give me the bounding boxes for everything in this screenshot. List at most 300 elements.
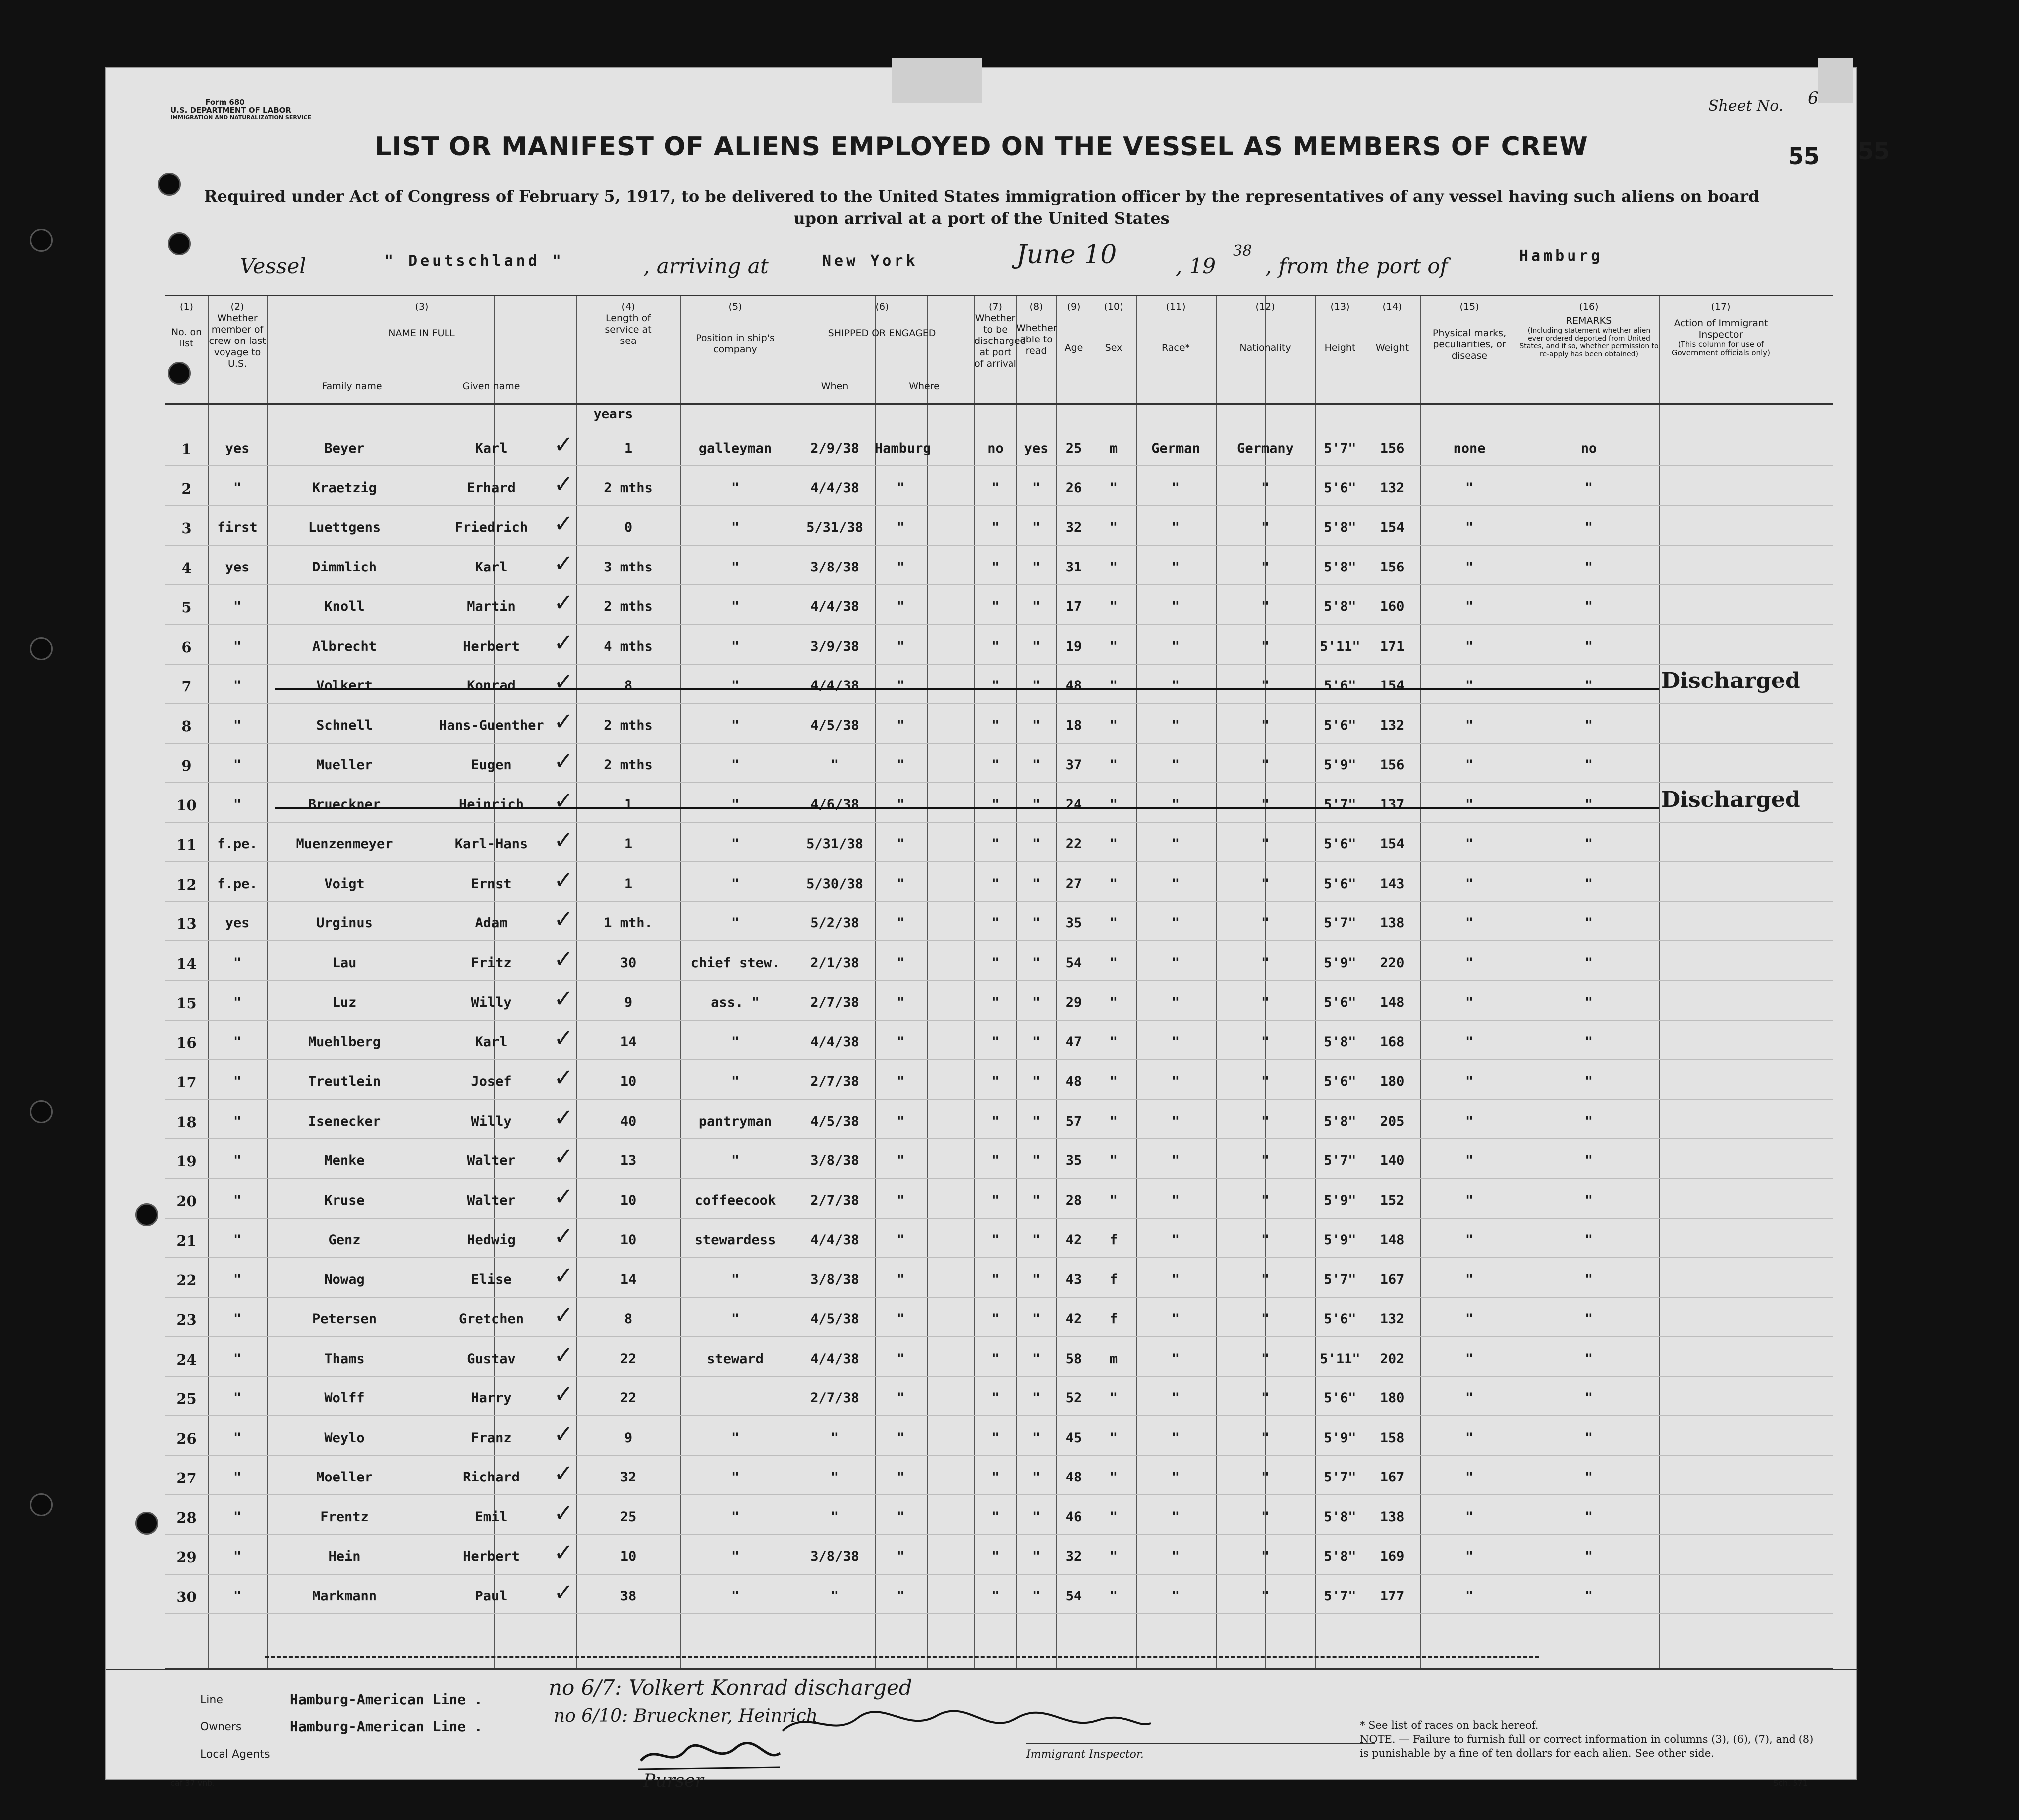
sex-cell: f xyxy=(1109,1232,1118,1248)
col-14-header: (14) Weight xyxy=(1375,301,1409,353)
height-cell: 5'7" xyxy=(1324,1470,1356,1485)
sex-cell: " xyxy=(1109,1074,1118,1089)
last-voyage-cell: f.pe. xyxy=(217,876,258,892)
family-name-cell: Genz xyxy=(328,1232,361,1248)
able-to-read-cell: " xyxy=(1032,1390,1041,1406)
engaged-when-cell: 5/31/38 xyxy=(806,520,863,535)
engaged-where-cell: Hamburg xyxy=(875,441,931,456)
position-cell: " xyxy=(731,1311,740,1327)
table-row xyxy=(165,624,1833,665)
purser-label: Purser xyxy=(643,1771,704,1791)
service-length-cell: 2 mths xyxy=(604,480,653,496)
remarks-cell: " xyxy=(1584,678,1593,693)
signature-scribble xyxy=(778,1704,1156,1743)
physical-marks-cell: " xyxy=(1465,1271,1474,1287)
punch-hole xyxy=(135,1512,158,1535)
given-name-cell: Karl xyxy=(475,1034,508,1050)
given-name-cell: Walter xyxy=(467,1192,516,1208)
last-voyage-cell: " xyxy=(233,1351,242,1366)
engaged-when-cell: 3/8/38 xyxy=(810,1153,859,1168)
col-15-header: (15) Physical marks, peculiarities, or disease xyxy=(1432,301,1507,361)
height-cell: 5'6" xyxy=(1324,1390,1356,1406)
nationality-cell: " xyxy=(1261,915,1270,931)
col-5-header: (5) Position in ship's company xyxy=(696,301,775,355)
service-length-cell: 8 xyxy=(624,678,633,693)
department: U.S. DEPARTMENT OF LABOR xyxy=(170,106,291,114)
last-voyage-cell: first xyxy=(217,520,258,535)
row-number: 21 xyxy=(176,1232,197,1249)
given-name-cell: Hedwig xyxy=(467,1232,516,1248)
sex-cell: " xyxy=(1109,955,1118,971)
nationality-cell: " xyxy=(1261,796,1270,812)
age-cell: 54 xyxy=(1065,955,1082,971)
service-length-cell: 3 mths xyxy=(604,559,653,575)
engaged-where-cell: " xyxy=(897,915,905,931)
physical-marks-cell: " xyxy=(1465,1549,1474,1564)
checkmark-icon: ✓ xyxy=(554,1380,574,1408)
age-cell: 28 xyxy=(1065,1192,1082,1208)
weight-cell: 205 xyxy=(1380,1113,1405,1129)
checkmark-icon: ✓ xyxy=(554,1460,574,1487)
family-name-cell: Voigt xyxy=(324,876,365,892)
checkmark-icon: ✓ xyxy=(554,549,574,577)
race-cell: " xyxy=(1171,1351,1180,1366)
race-cell: " xyxy=(1171,1232,1180,1248)
height-cell: 5'9" xyxy=(1324,1430,1356,1446)
family-name-cell: Urginus xyxy=(316,915,373,931)
service-length-cell: 4 mths xyxy=(604,638,653,654)
checkmark-icon: ✓ xyxy=(554,1539,574,1567)
sex-cell: " xyxy=(1109,1470,1118,1485)
race-cell: " xyxy=(1171,915,1180,931)
row-number: 15 xyxy=(176,995,197,1012)
family-name-cell: Albrecht xyxy=(312,638,377,654)
remarks-cell: " xyxy=(1584,1351,1593,1366)
checkmark-icon: ✓ xyxy=(554,510,574,538)
physical-marks-cell: " xyxy=(1465,1390,1474,1406)
height-cell: 5'6" xyxy=(1324,480,1356,496)
remarks-cell: " xyxy=(1584,1113,1593,1129)
position-cell: " xyxy=(731,1509,740,1525)
service-length-cell: 14 xyxy=(620,1034,637,1050)
race-cell: " xyxy=(1171,1153,1180,1168)
row-number: 24 xyxy=(176,1351,197,1368)
checkmark-icon: ✓ xyxy=(554,945,574,973)
weight-cell: 180 xyxy=(1380,1074,1405,1089)
able-to-read-cell: " xyxy=(1032,1232,1041,1248)
checkmark-icon: ✓ xyxy=(554,1499,574,1527)
service-length-cell: 25 xyxy=(620,1509,637,1525)
service-length-cell: 0 xyxy=(624,520,633,535)
height-cell: 5'8" xyxy=(1324,1113,1356,1129)
last-voyage-cell: yes xyxy=(225,441,250,456)
engaged-when-cell: 4/5/38 xyxy=(810,717,859,733)
able-to-read-cell: " xyxy=(1032,1430,1041,1446)
table-row xyxy=(165,901,1833,941)
height-cell: 5'6" xyxy=(1324,836,1356,852)
weight-cell: 156 xyxy=(1380,559,1405,575)
remarks-cell: " xyxy=(1584,1430,1593,1446)
weight-cell: 154 xyxy=(1380,678,1405,693)
height-cell: 5'6" xyxy=(1324,717,1356,733)
able-to-read-cell: " xyxy=(1032,638,1041,654)
discharged-cell: " xyxy=(991,599,1000,614)
nationality-cell: " xyxy=(1261,559,1270,575)
checkmark-icon: ✓ xyxy=(554,787,574,815)
table-row xyxy=(165,1020,1833,1060)
checkmark-icon: ✓ xyxy=(554,1024,574,1052)
able-to-read-cell: " xyxy=(1032,1113,1041,1129)
line-label: Line xyxy=(200,1694,223,1706)
given-name-cell: Elise xyxy=(471,1271,512,1287)
age-cell: 22 xyxy=(1065,836,1082,852)
sex-cell: " xyxy=(1109,1153,1118,1168)
family-name-cell: Frentz xyxy=(320,1509,369,1525)
checkmark-icon: ✓ xyxy=(554,1261,574,1290)
age-cell: 46 xyxy=(1065,1509,1082,1525)
page-title: LIST OR MANIFEST OF ALIENS EMPLOYED ON THE VESSEL AS MEMBERS OF CREW xyxy=(375,132,1588,162)
given-name-cell: Hans-Guenther xyxy=(439,717,544,733)
family-name-cell: Luettgens xyxy=(308,520,381,535)
race-cell: " xyxy=(1171,1074,1180,1089)
discharged-cell: " xyxy=(991,638,1000,654)
when-header: When xyxy=(821,381,849,392)
able-to-read-cell: " xyxy=(1032,1470,1041,1485)
remarks-cell: " xyxy=(1584,1232,1593,1248)
given-name-cell: Karl xyxy=(475,441,508,456)
engaged-where-cell: " xyxy=(897,1390,905,1406)
height-cell: 5'9" xyxy=(1324,1232,1356,1248)
physical-marks-cell: " xyxy=(1465,480,1474,496)
race-cell: " xyxy=(1171,599,1180,614)
age-cell: 29 xyxy=(1065,995,1082,1010)
row-number: 1 xyxy=(181,441,192,457)
service-length-cell: 1 xyxy=(624,876,633,892)
last-voyage-cell: " xyxy=(233,995,242,1010)
position-cell: " xyxy=(731,559,740,575)
position-cell: " xyxy=(731,599,740,614)
remarks-cell: " xyxy=(1584,757,1593,773)
engaged-when-cell: 3/8/38 xyxy=(810,1271,859,1287)
position-cell: " xyxy=(731,876,740,892)
remarks-cell: " xyxy=(1584,1509,1593,1525)
able-to-read-cell: yes xyxy=(1024,441,1049,456)
age-cell: 31 xyxy=(1065,559,1082,575)
race-cell: " xyxy=(1171,1509,1180,1525)
vessel-label: Vessel xyxy=(240,254,306,278)
table-row xyxy=(165,1059,1833,1100)
able-to-read-cell: " xyxy=(1032,1509,1041,1525)
sex-cell: " xyxy=(1109,1390,1118,1406)
engaged-when-cell: " xyxy=(830,757,839,773)
row-number: 22 xyxy=(176,1271,197,1289)
age-cell: 32 xyxy=(1065,520,1082,535)
form-number: Form 680 xyxy=(205,98,245,107)
discharged-cell: " xyxy=(991,915,1000,931)
year-suffix: 38 xyxy=(1233,242,1252,260)
nationality-cell: " xyxy=(1261,638,1270,654)
physical-marks-cell: " xyxy=(1465,638,1474,654)
table-row xyxy=(165,1375,1833,1416)
age-cell: 24 xyxy=(1065,796,1082,812)
engaged-where-cell: " xyxy=(897,1311,905,1327)
position-cell: " xyxy=(731,757,740,773)
age-cell: 27 xyxy=(1065,876,1082,892)
able-to-read-cell: " xyxy=(1032,1549,1041,1564)
physical-marks-cell: " xyxy=(1465,757,1474,773)
able-to-read-cell: " xyxy=(1032,717,1041,733)
table-row xyxy=(165,1574,1833,1614)
height-cell: 5'9" xyxy=(1324,757,1356,773)
service-length-cell: 10 xyxy=(620,1549,637,1564)
service-length-cell: 13 xyxy=(620,1153,637,1168)
race-cell: " xyxy=(1171,796,1180,812)
discharged-cell: " xyxy=(991,796,1000,812)
col-12-header: (12) Nationality xyxy=(1239,301,1291,353)
row-number: 14 xyxy=(176,955,197,972)
checkmark-icon: ✓ xyxy=(554,1103,574,1132)
checkmark-icon: ✓ xyxy=(554,1143,574,1171)
height-cell: 5'11" xyxy=(1320,638,1360,654)
remarks-cell: " xyxy=(1584,995,1593,1010)
physical-marks-cell: " xyxy=(1465,717,1474,733)
physical-marks-cell: " xyxy=(1465,915,1474,931)
race-cell: " xyxy=(1171,757,1180,773)
table-row xyxy=(165,1217,1833,1258)
remarks-cell: " xyxy=(1584,1311,1593,1327)
able-to-read-cell: " xyxy=(1032,1271,1041,1287)
line-value: Hamburg-American Line . xyxy=(290,1691,483,1707)
physical-marks-cell: " xyxy=(1465,955,1474,971)
checkmark-icon: ✓ xyxy=(554,1420,574,1448)
sex-cell: " xyxy=(1109,836,1118,852)
engaged-when-cell: " xyxy=(830,1470,839,1485)
sex-cell: " xyxy=(1109,796,1118,812)
arrival-date: June 10 xyxy=(1016,240,1117,270)
last-voyage-cell: " xyxy=(233,1232,242,1248)
engaged-when-cell: " xyxy=(830,1588,839,1604)
from-port: Hamburg xyxy=(1519,247,1603,265)
family-name-cell: Muehlberg xyxy=(308,1034,381,1050)
sex-cell: " xyxy=(1109,1588,1118,1604)
service-length-cell: 9 xyxy=(624,1430,633,1446)
checkmark-icon: ✓ xyxy=(554,1222,574,1250)
checkmark-icon: ✓ xyxy=(554,589,574,617)
engaged-when-cell: 2/7/38 xyxy=(810,1390,859,1406)
end-of-list-line xyxy=(265,1656,1539,1658)
physical-marks-cell: " xyxy=(1465,876,1474,892)
checkmark-icon: ✓ xyxy=(554,1301,574,1329)
sex-cell: " xyxy=(1109,1549,1118,1564)
remarks-cell: " xyxy=(1584,1074,1593,1089)
nationality-cell: " xyxy=(1261,1588,1270,1604)
family-name-cell: Thams xyxy=(324,1351,365,1366)
height-cell: 5'8" xyxy=(1324,599,1356,614)
age-cell: 37 xyxy=(1065,757,1082,773)
row-number: 2 xyxy=(181,480,192,497)
weight-cell: 152 xyxy=(1380,1192,1405,1208)
remarks-cell: " xyxy=(1584,520,1593,535)
last-voyage-cell: " xyxy=(233,1074,242,1089)
height-cell: 5'6" xyxy=(1324,995,1356,1010)
physical-marks-cell: " xyxy=(1465,520,1474,535)
engaged-where-cell: " xyxy=(897,717,905,733)
family-name-cell: Hein xyxy=(328,1549,361,1564)
remarks-cell: " xyxy=(1584,1271,1593,1287)
able-to-read-cell: " xyxy=(1032,1034,1041,1050)
punch-hole xyxy=(158,173,181,196)
able-to-read-cell: " xyxy=(1032,678,1041,693)
given-name-cell: Ernst xyxy=(471,876,512,892)
discharged-cell: " xyxy=(991,717,1000,733)
checkmark-icon: ✓ xyxy=(554,470,574,498)
discharged-cell: " xyxy=(991,1588,1000,1604)
able-to-read-cell: " xyxy=(1032,559,1041,575)
engaged-when-cell: 2/7/38 xyxy=(810,995,859,1010)
family-name-cell: Weylo xyxy=(324,1430,365,1446)
height-cell: 5'9" xyxy=(1324,955,1356,971)
remarks-cell: " xyxy=(1584,876,1593,892)
sex-cell: " xyxy=(1109,915,1118,931)
nationality-cell: " xyxy=(1261,1232,1270,1248)
physical-marks-cell: " xyxy=(1465,1034,1474,1050)
table-row xyxy=(165,940,1833,981)
sex-cell: " xyxy=(1109,1509,1118,1525)
age-cell: 43 xyxy=(1065,1271,1082,1287)
weight-cell: 132 xyxy=(1380,717,1405,733)
discharged-cell: " xyxy=(991,1192,1000,1208)
family-name-cell: Wolff xyxy=(324,1390,365,1406)
engaged-where-cell: " xyxy=(897,559,905,575)
table-row xyxy=(165,505,1833,546)
manifest-page xyxy=(105,67,1890,1791)
nationality-cell: " xyxy=(1261,1153,1270,1168)
checkmark-icon: ✓ xyxy=(554,906,574,933)
position-cell: " xyxy=(731,796,740,812)
checkmark-icon: ✓ xyxy=(554,1341,574,1369)
able-to-read-cell: " xyxy=(1032,1311,1041,1327)
age-cell: 35 xyxy=(1065,1153,1082,1168)
race-cell: German xyxy=(1151,441,1200,456)
service-length-cell: 9 xyxy=(624,995,633,1010)
discharged-cell: " xyxy=(991,1153,1000,1168)
engaged-when-cell: 4/4/38 xyxy=(810,1034,859,1050)
checkmark-icon: ✓ xyxy=(554,985,574,1013)
height-cell: 5'8" xyxy=(1324,520,1356,535)
engaged-where-cell: " xyxy=(897,1549,905,1564)
sex-cell: " xyxy=(1109,995,1118,1010)
row-number: 3 xyxy=(181,520,192,537)
row-number: 30 xyxy=(176,1588,197,1605)
given-name-cell: Willy xyxy=(471,1113,512,1129)
given-name-cell: Heinrich xyxy=(458,796,524,812)
row-number: 25 xyxy=(176,1390,197,1407)
engaged-when-cell: 3/8/38 xyxy=(810,1549,859,1564)
able-to-read-cell: " xyxy=(1032,1192,1041,1208)
discharged-cell: " xyxy=(991,480,1000,496)
sex-cell: " xyxy=(1109,520,1118,535)
discharged-cell: " xyxy=(991,1470,1000,1485)
family-name-cell: Treutlein xyxy=(308,1074,381,1089)
checkmark-icon: ✓ xyxy=(554,707,574,736)
nationality-cell: " xyxy=(1261,1549,1270,1564)
page-tab xyxy=(1818,58,1853,103)
given-name-cell: Erhard xyxy=(467,480,516,496)
family-name-cell: Menke xyxy=(324,1153,365,1168)
physical-marks-cell: " xyxy=(1465,1192,1474,1208)
col-16-header: (16) REMARKS (Including statement whether alien ever ordered deported from United States, and if so, whether permission to re-apply has been obtained) xyxy=(1519,301,1659,358)
last-voyage-cell: " xyxy=(233,1153,242,1168)
service-length-cell: 2 mths xyxy=(604,599,653,614)
race-cell: " xyxy=(1171,1311,1180,1327)
discharged-cell: " xyxy=(991,1390,1000,1406)
position-cell: " xyxy=(731,678,740,693)
nationality-cell: " xyxy=(1261,1192,1270,1208)
family-name-cell: Luz xyxy=(332,995,357,1010)
given-name-cell: Eugen xyxy=(471,757,512,773)
height-cell: 5'7" xyxy=(1324,1271,1356,1287)
nationality-cell: " xyxy=(1261,1271,1270,1287)
position-cell: " xyxy=(731,638,740,654)
race-cell: " xyxy=(1171,995,1180,1010)
engaged-when-cell: 4/4/38 xyxy=(810,1232,859,1248)
arriving-port: New York xyxy=(822,252,918,270)
races-note: * See list of races on back hereof. xyxy=(1360,1719,1539,1731)
race-cell: " xyxy=(1171,1192,1180,1208)
row-number: 23 xyxy=(176,1311,197,1328)
position-cell: " xyxy=(731,1549,740,1564)
family-name-header: Family name xyxy=(322,381,382,392)
able-to-read-cell: " xyxy=(1032,1588,1041,1604)
row-number: 6 xyxy=(181,638,192,656)
given-name-cell: Gretchen xyxy=(458,1311,524,1327)
height-cell: 5'6" xyxy=(1324,1311,1356,1327)
physical-marks-cell: " xyxy=(1465,1430,1474,1446)
physical-marks-cell: " xyxy=(1465,1153,1474,1168)
nationality-cell: " xyxy=(1261,678,1270,693)
nationality-cell: " xyxy=(1261,480,1270,496)
col-7-header: (7) Whether to be discharged at port of arrival xyxy=(974,301,1026,369)
binder-hole xyxy=(30,229,53,252)
given-name-cell: Richard xyxy=(463,1470,520,1485)
weight-cell: 132 xyxy=(1380,480,1405,496)
last-voyage-cell: " xyxy=(233,757,242,773)
discharged-cell: " xyxy=(991,757,1000,773)
nationality-cell: " xyxy=(1261,995,1270,1010)
position-cell: " xyxy=(731,1470,740,1485)
engaged-when-cell: 2/1/38 xyxy=(810,955,859,971)
nationality-cell: " xyxy=(1261,599,1270,614)
table-row xyxy=(165,782,1833,823)
given-name-cell: Adam xyxy=(475,915,508,931)
weight-cell: 180 xyxy=(1380,1390,1405,1406)
given-name-cell: Emil xyxy=(475,1509,508,1525)
owners-value: Hamburg-American Line . xyxy=(290,1718,483,1735)
row-number: 5 xyxy=(181,599,192,616)
family-name-cell: Knoll xyxy=(324,599,365,614)
age-cell: 48 xyxy=(1065,678,1082,693)
weight-cell: 156 xyxy=(1380,441,1405,456)
race-cell: " xyxy=(1171,1271,1180,1287)
service-length-cell: 22 xyxy=(620,1351,637,1366)
table-row xyxy=(165,1494,1833,1535)
sex-cell: " xyxy=(1109,480,1118,496)
engaged-where-cell: " xyxy=(897,836,905,852)
sheet-label: Sheet No. xyxy=(1708,97,1784,114)
binder-hole xyxy=(30,1100,53,1123)
checkmark-icon: ✓ xyxy=(554,628,574,657)
remarks-cell: " xyxy=(1584,796,1593,812)
